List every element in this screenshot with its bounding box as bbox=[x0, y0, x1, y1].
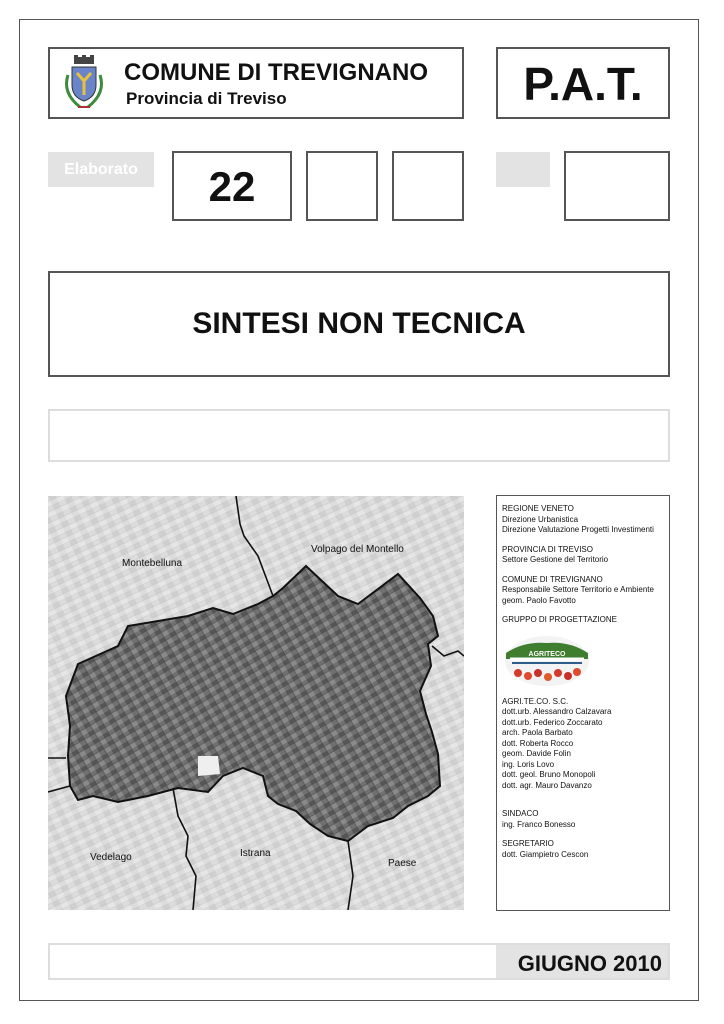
document-date: GIUGNO 2010 bbox=[517, 951, 662, 976]
credits-team bbox=[502, 697, 665, 792]
map-label-istrana: Istrana bbox=[240, 848, 271, 859]
empty-box-3 bbox=[564, 151, 670, 221]
credit-line: ing. Loris Lovo bbox=[502, 759, 555, 769]
credit-line: ing. Franco Bonesso bbox=[502, 819, 576, 829]
territory-map bbox=[48, 496, 464, 910]
elaborato-label: Elaborato bbox=[48, 152, 154, 187]
title-box bbox=[48, 271, 670, 377]
empty-box-2 bbox=[392, 151, 464, 221]
credits-provincia bbox=[502, 545, 665, 566]
empty-box-1 bbox=[306, 151, 378, 221]
elaborato-number: 22 bbox=[208, 163, 256, 210]
agriteco-logo bbox=[504, 635, 590, 687]
credit-line: SINDACO bbox=[502, 809, 539, 818]
date-box bbox=[48, 943, 670, 980]
credit-line: REGIONE VENETO bbox=[502, 504, 574, 513]
credits-comune bbox=[502, 575, 665, 607]
credit-line: dott. Giampietro Cescon bbox=[502, 849, 589, 859]
empty-subtitle-box bbox=[48, 409, 670, 462]
credit-line: geom. Davide Folin bbox=[502, 749, 571, 758]
credit-line: COMUNE DI TREVIGNANO bbox=[502, 574, 603, 584]
elaborato-number-box bbox=[172, 151, 292, 221]
credit-line: SEGRETARIO bbox=[502, 839, 554, 848]
credit-line: geom. Paolo Favotto bbox=[502, 595, 576, 605]
map-label-montebelluna: Montebelluna bbox=[122, 558, 183, 569]
map-label-paese: Paese bbox=[388, 858, 417, 869]
credit-line: dott. geol. Bruno Monopoli bbox=[502, 770, 596, 779]
credits-sindaco bbox=[502, 809, 665, 830]
map-label-vedelago: Vedelago bbox=[90, 852, 132, 863]
credit-line: Responsabile Settore Territorio e Ambiente bbox=[502, 585, 654, 594]
document-title: SINTESI NON TECNICA bbox=[192, 307, 526, 340]
credit-line: dott. Roberta Rocco bbox=[502, 738, 574, 748]
credit-line: arch. Paola Barbato bbox=[502, 728, 573, 737]
plan-code-box bbox=[496, 47, 670, 119]
header-box bbox=[48, 47, 464, 119]
credit-line: AGRI.TE.CO. S.C. bbox=[502, 696, 569, 706]
map-settlement bbox=[198, 756, 220, 776]
credit-line: PROVINCIA DI TREVISO bbox=[502, 544, 593, 554]
credit-line: dott. agr. Mauro Davanzo bbox=[502, 780, 592, 790]
map-label-volpago: Volpago del Montello bbox=[311, 544, 404, 555]
credits-panel bbox=[496, 495, 670, 911]
credits-regione bbox=[502, 504, 665, 536]
logo-text: AGRITECO bbox=[528, 650, 566, 658]
provincia-subtitle: Provincia di Treviso bbox=[126, 89, 287, 108]
credit-line: dott.urb. Federico Zoccarato bbox=[502, 717, 603, 727]
comune-title: COMUNE DI TREVIGNANO bbox=[124, 59, 429, 86]
plan-code: P.A.T. bbox=[523, 58, 643, 110]
coat-of-arms-icon bbox=[60, 55, 108, 113]
credit-line: dott.urb. Alessandro Calzavara bbox=[502, 707, 612, 716]
credit-line: Direzione Valutazione Progetti Investimenti bbox=[502, 525, 654, 534]
credit-line: Settore Gestione del Territorio bbox=[502, 555, 609, 564]
credit-line: GRUPPO DI PROGETTAZIONE bbox=[502, 615, 617, 624]
credit-line: Direzione Urbanistica bbox=[502, 514, 579, 524]
credits-gruppo bbox=[502, 615, 665, 626]
grey-label-box bbox=[496, 152, 550, 187]
credits-segretario bbox=[502, 839, 665, 860]
